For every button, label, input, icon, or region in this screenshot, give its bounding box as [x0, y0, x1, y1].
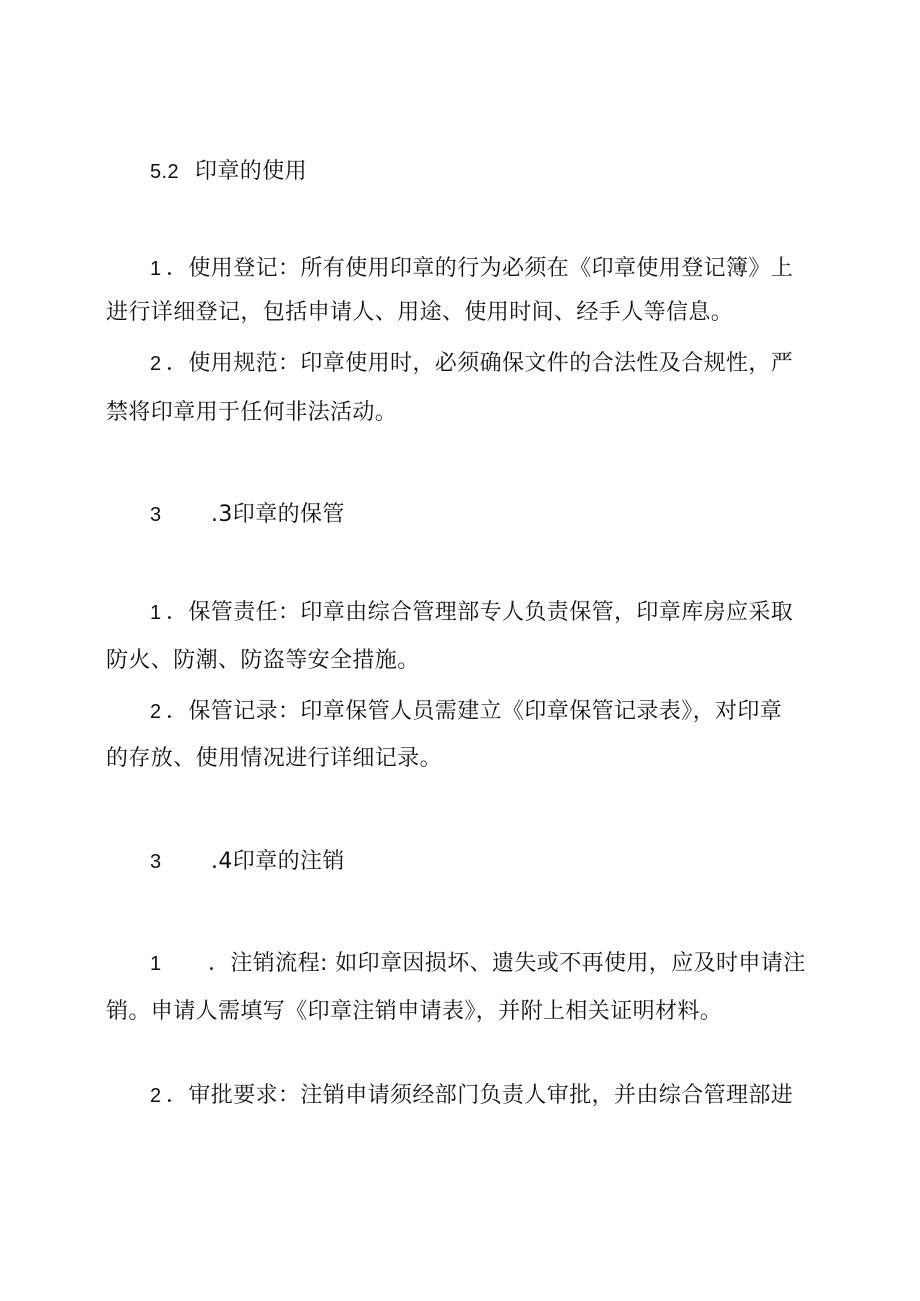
section-title: 印章的使用 [195, 159, 308, 184]
section-title: .3印章的保管 [211, 502, 345, 527]
item-text: 进行详细登记，包括申请人、用途、使用时间、经手人等信息。 [106, 300, 734, 325]
item-text: ．使用登记：所有使用印章的行为必须在《印章使用登记簿》上 [166, 256, 794, 281]
section-number: 3 [150, 851, 162, 873]
item-text: 防火、防潮、防盗等安全措施。 [106, 648, 420, 673]
item-number: 1 [150, 602, 162, 624]
item-number: 1 [150, 258, 162, 280]
section-title: .4印章的注销 [211, 849, 345, 874]
item-text: ．注销流程: 如印章因损坏、遗失或不再使用，应及时申请注 [208, 951, 806, 976]
section-number: 3 [150, 504, 162, 526]
item-text: 销。申请人需填写《印章注销申请表》，并附上相关证明材料。 [106, 999, 723, 1024]
item-number: 2 [150, 701, 162, 723]
section-number: 5.2 [150, 161, 180, 183]
item-text: 禁将印章用于任何非法活动。 [106, 400, 398, 425]
item-text: ．保管责任：印章由综合管理部专人负责保管，印章库房应采取 [166, 600, 794, 625]
item-text: ．审批要求：注销申请须经部门负责人审批，并由综合管理部进 [166, 1083, 794, 1108]
item-text: 的存放、使用情况进行详细记录。 [106, 746, 443, 771]
item-number: 2 [150, 1085, 162, 1107]
item-text: ．保管记录：印章保管人员需建立《印章保管记录表》，对印章 [166, 699, 783, 724]
item-text: ．使用规范：印章使用时，必须确保文件的合法性及合规性，严 [166, 351, 794, 376]
item-number: 1 [150, 953, 162, 975]
item-number: 2 [150, 353, 162, 375]
